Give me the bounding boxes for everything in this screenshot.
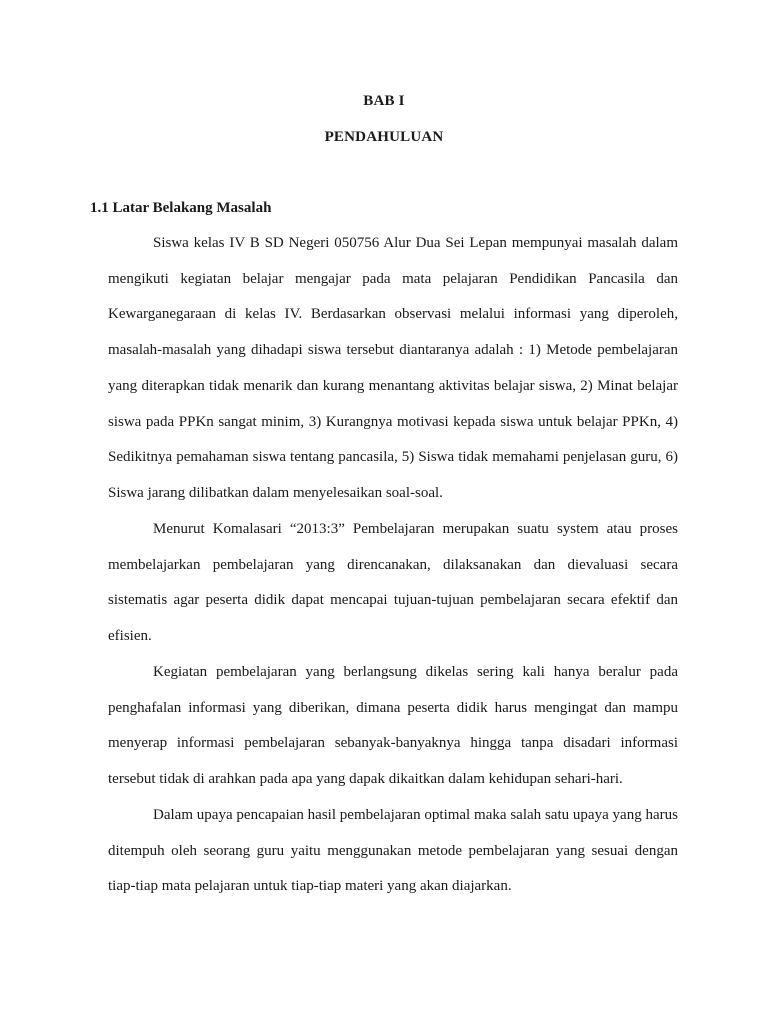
section-heading: 1.1 Latar Belakang Masalah bbox=[90, 200, 272, 216]
body-paragraph: Dalam upaya pencapaian hasil pembelajaran optimal maka salah satu upaya yang harus ditempuh oleh seorang guru yaitu menggunakan metode pembelajaran yang sesuai dengan tiap-tiap mata pelajaran untuk tiap-tiap materi yang akan diajarkan. bbox=[108, 807, 678, 895]
chapter-title: PENDAHULUAN bbox=[324, 129, 444, 145]
body-paragraph: Kegiatan pembelajaran yang berlangsung dikelas sering kali hanya beralur pada penghafalan informasi yang diberikan, dimana peserta didik harus mengingat dan mampu menyerap informasi pembelajaran sebanyak-banyaknya hingga tanpa disadari informasi tersebut tidak di arahkan pada apa yang dapak dikaitkan dalam kehidupan sehari-hari. bbox=[108, 664, 678, 788]
body-paragraph: Menurut Komalasari “2013:3” Pembelajaran merupakan suatu system atau proses membelajarkan pembelajaran yang direncanakan, dilaksanakan dan dievaluasi secara sistematis agar peserta didik dapat mencapai tujuan-tujuan pembelajaran secara efektif dan efisien. bbox=[108, 521, 678, 645]
chapter-number: BAB I bbox=[363, 93, 405, 109]
body-paragraph: Siswa kelas IV B SD Negeri 050756 Alur Dua Sei Lepan mempunyai masalah dalam mengikuti kegiatan belajar mengajar pada mata pelajaran Pendidikan Pancasila dan Kewarganegaraan di kelas IV. Berdasarkan observasi melalui informasi yang diperoleh, masalah-masalah yang dihadapi siswa tersebut diantaranya adalah : 1) Metode pembelajaran yang diterapkan tidak menarik dan kurang menantang aktivitas belajar siswa, 2) Minat belajar siswa pada PPKn sangat minim, 3) Kurangnya motivasi kepada siswa untuk belajar PPKn, 4) Sedikitnya pemahaman siswa tentang pancasila, 5) Siswa tidak memahami penjelasan guru, 6) Siswa jarang dilibatkan dalam menyelesaikan soal-soal. bbox=[108, 235, 678, 501]
